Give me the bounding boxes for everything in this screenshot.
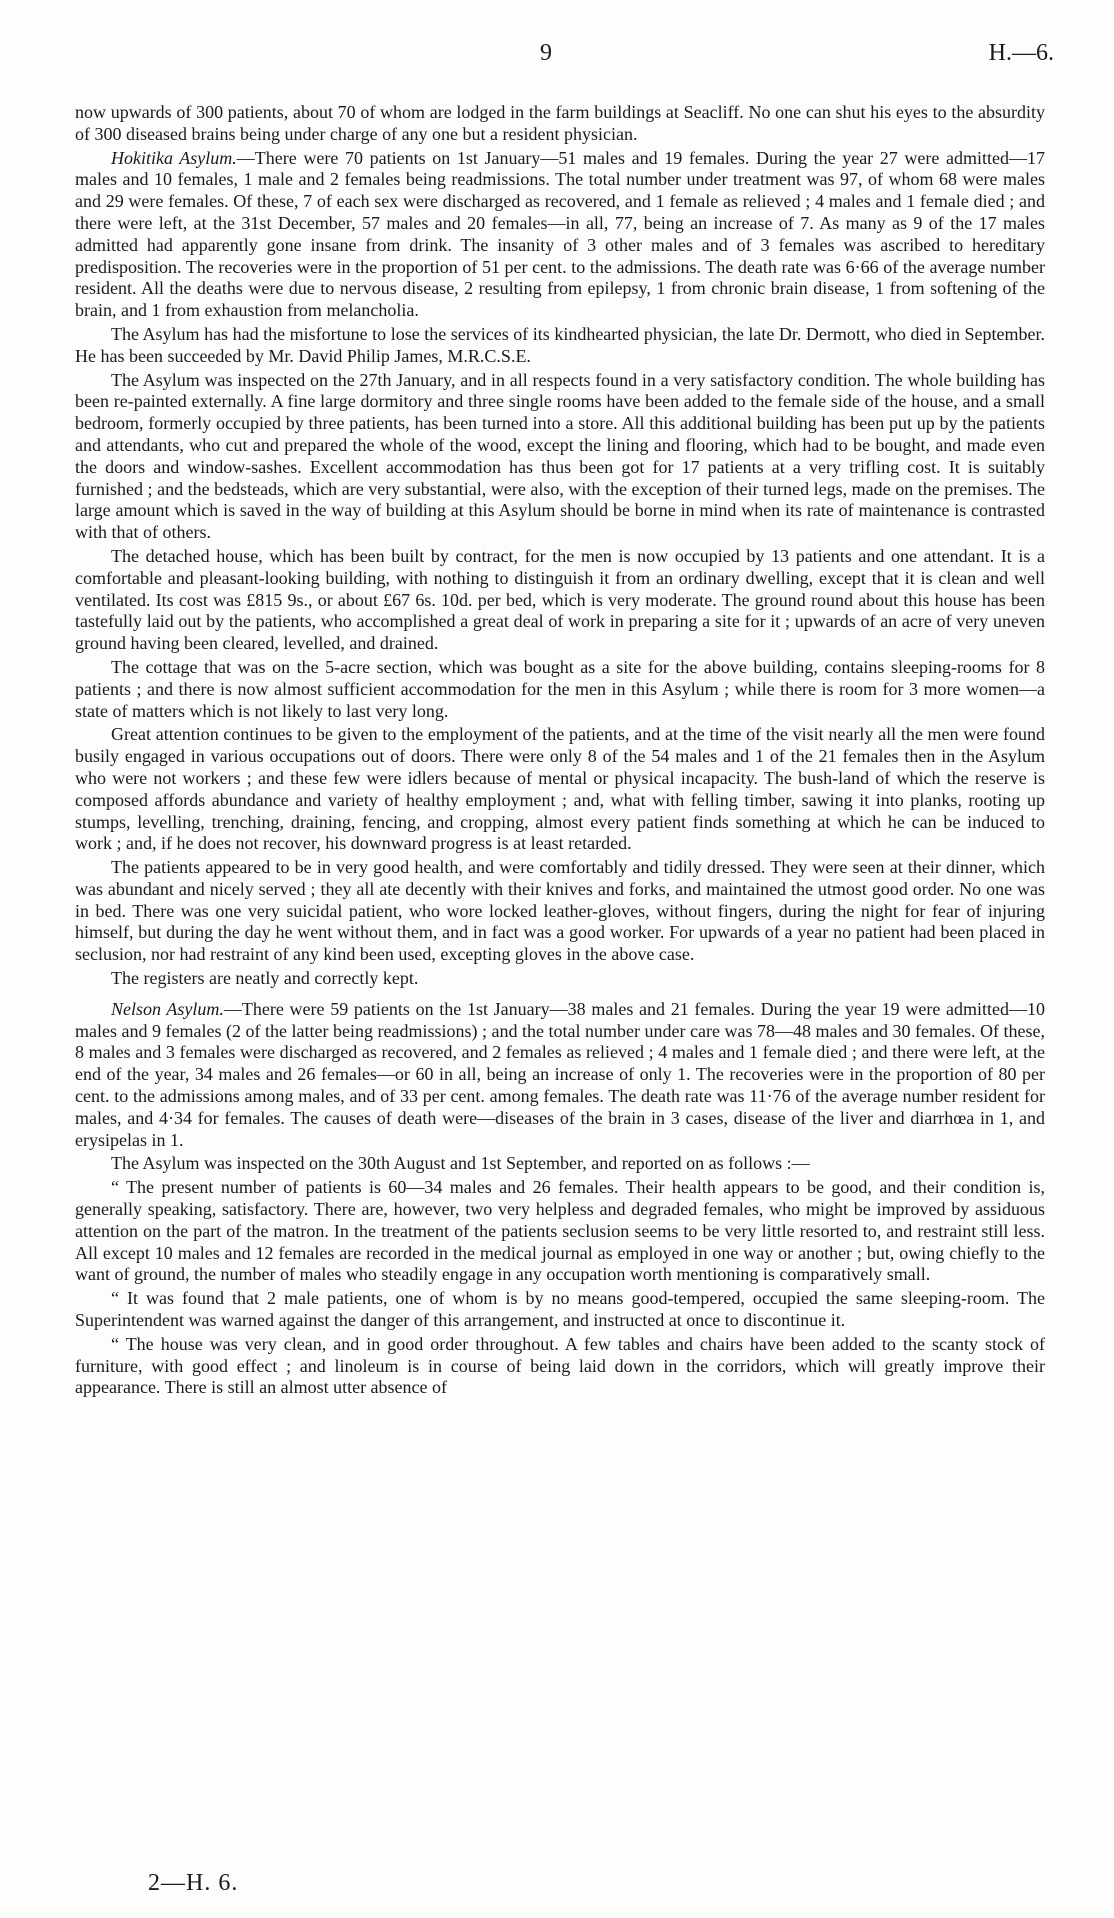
paragraph: The Asylum was inspected on the 30th August and 1st September, and reported on as follows :— xyxy=(111,1153,810,1174)
page-number: 9 xyxy=(540,40,552,66)
paragraph: Great attention continues to be given to the employment of the patients, and at the time of the visit nearly all the men were found busily engaged in various occupations out of doors. There were only 8 of the 54 males and 1 of the 21 females then in the Asylum who were not workers ; and these few were idlers because of mental or physical incapacity. The bush-land of which the reserve is composed affords abundance and variety of healthy employment ; and, what with felling timber, sawing it into planks, rooting up stumps, levelling, trenching, draining, fencing, and cropping, almost every patient finds something at which he can be induced to work ; and, if he does not recover, his downward progress is at least retarded. xyxy=(75,724,1045,854)
paragraph-nelson: Nelson Asylum.—There were 59 patients on the 1st January—38 males and 21 females. During the year 19 were admitted—10 males and 9 females (2 of the latter being readmissions) ; and the total number under care was 78—48 males and 30 females. Of these, 8 males and 3 females were discharged as recovered, and 2 females as relieved ; 4 males and 1 female died ; and there were left, at the end of the year, 34 males and 26 females—or 60 in all, being an increase of only 1. The recoveries were in the proportion of 80 per cent. to the admissions among males, and of 33 per cent. among females. The death rate was 11·76 of the average number resident for males, and 4·34 for females. The causes of death were—diseases of the brain in 3 cases, disease of the liver and diarrhœa in 1, and erysipelas in 1. xyxy=(75,998,1045,1150)
paragraph-quote: “ It was found that 2 male patients, one of whom is by no means good-tempered, occupied the same sleeping-room. The Superintendent was warned against the danger of this arrangement, and instructed at once to discontinue it. xyxy=(75,1288,1045,1331)
section-heading: Nelson Asylum. xyxy=(111,998,224,1019)
section-heading: Hokitika Asylum. xyxy=(111,147,237,168)
body-text xyxy=(75,102,1045,1401)
signature-mark: 2—H. 6. xyxy=(148,1870,239,1896)
paragraph: The detached house, which has been built by contract, for the men is now occupied by 13 patients and one attendant. It is a comfortable and pleasant-looking building, with nothing to distinguish it from an ordinary dwelling, except that it is clean and well ventilated. Its cost was £815 9s., or about £67 6s. 10d. per bed, which is very moderate. The ground round about this house has been tastefully laid out by the patients, who accomplished a great deal of work in preparing a site for it ; upwards of an acre of very uneven ground having been cleared, levelled, and drained. xyxy=(75,545,1045,654)
document-reference: H.—6. xyxy=(988,40,1054,66)
paragraph: The cottage that was on the 5-acre section, which was bought as a site for the above building, contains sleeping-rooms for 8 patients ; and there is now almost sufficient accommodation for the men in this Asylum ; while there is room for 3 more women—a state of matters which is not likely to last very long. xyxy=(75,656,1045,721)
paragraph: The Asylum was inspected on the 27th January, and in all respects found in a very satisfactory condition. The whole building has been re-painted externally. A fine large dormitory and three single rooms have been added to the female side of the house, and a small bedroom, formerly occupied by three patients, has been turned into a store. All this additional building has been put up by the patients and attendants, who cut and prepared the whole of the wood, except the lining and flooring, which had to be bought, and made even the doors and window-sashes. Excellent accommodation has thus been got for 17 patients at a very trifling cost. It is suitably furnished ; and the bedsteads, which are very substantial, were also, with the exception of their turned legs, made on the premises. The large amount which is saved in the way of building at this Asylum should be borne in mind when its rate of maintenance is contrasted with that of others. xyxy=(75,369,1045,543)
paragraph: The registers are neatly and correctly kept. xyxy=(111,968,419,989)
paragraph-hokitika: Hokitika Asylum.—There were 70 patients on 1st January—51 males and 19 females. During the year 27 were admitted—17 males and 10 females, 1 male and 2 females being readmissions. The total number under treatment was 97, of whom 68 were males and 29 were females. Of these, 7 of each sex were discharged as recovered, and 1 female as relieved ; 4 males and 1 female died ; and there were left, at the 31st December, 57 males and 20 females—in all, 77, being an increase of 7. As many as 9 of the 17 males admitted had apparently gone insane from drink. The insanity of 3 other males and of 3 females was ascribed to hereditary predisposition. The recoveries were in the proportion of 51 per cent. to the admissions. The death rate was 6·66 of the average number resident. All the deaths were due to nervous disease, 2 resulting from epilepsy, 1 from chronic brain disease, 1 from softening of the brain, and 1 from exhaustion from melancholia. xyxy=(75,147,1046,321)
paragraph-quote: “ The house was very clean, and in good order throughout. A few tables and chairs have been added to the scanty stock of furniture, with good effect ; and linoleum is in course of being laid down in the corridors, which will greatly improve their appearance. There is still an almost utter absence of xyxy=(75,1333,1045,1398)
paragraph: now upwards of 300 patients, about 70 of whom are lodged in the farm buildings at Seacliff. No one can shut his eyes to the absurdity of 300 diseased brains being under charge of any one but a resident physician. xyxy=(75,102,1045,144)
paragraph-quote: “ The present number of patients is 60—34 males and 26 females. Their health appears to be good, and their condition is, generally speaking, satisfactory. There are, however, two very helpless and degraded females, who might be improved by assiduous attention on the part of the matron. In the treatment of the patients seclusion seems to be very little resorted to, and restraint still less. All except 10 males and 12 females are recorded in the medical journal as employed in one way or another ; but, owing chiefly to the want of ground, the number of males who steadily engage in any occupation worth mentioning is comparatively small. xyxy=(75,1177,1045,1285)
paragraph: The Asylum has had the misfortune to lose the services of its kindhearted physician, the late Dr. Dermott, who died in September. He has been succeeded by Mr. David Philip James, M.R.C.S.E. xyxy=(75,323,1045,366)
paragraph: The patients appeared to be in very good health, and were comfortably and tidily dressed. They were seen at their dinner, which was abundant and nicely served ; they all ate decently with their knives and forks, and maintained the utmost good order. No one was in bed. There was one very suicidal patient, who wore locked leather-gloves, without fingers, during the night for fear of injuring himself, but during the day he went without them, and in fact was a good worker. For upwards of a year no patient had been placed in seclusion, nor had restraint of any kind been used, excepting gloves in the above case. xyxy=(75,857,1045,965)
